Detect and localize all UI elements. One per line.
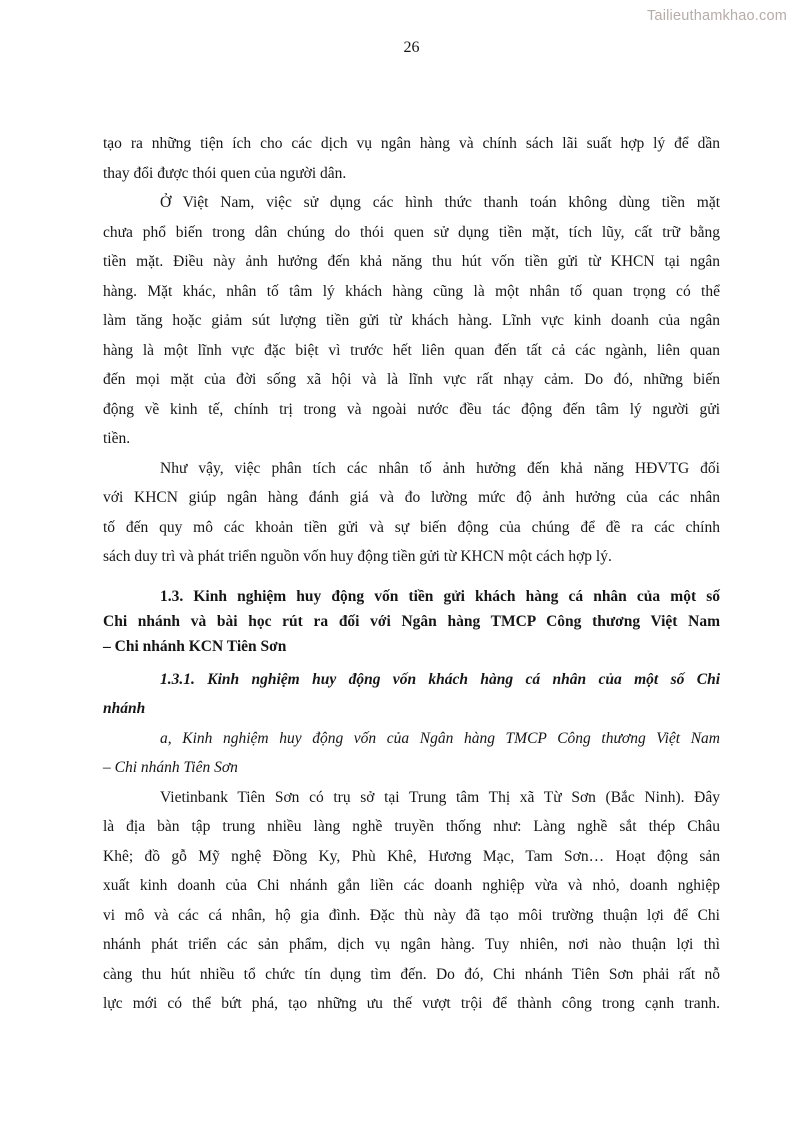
page-number: 26	[403, 39, 420, 56]
text-line: lực mới có thể bứt phá, tạo những ưu thế vượt trội để thành công trong cạnh tranh.	[103, 995, 720, 1012]
text-line: tiền.	[103, 430, 131, 447]
text-line: là địa bàn tập trung nhiều làng nghề truyền thống như: Làng nghề sắt thép Châu	[103, 818, 720, 835]
text-line: vi mô và các cá nhân, hộ gia đình. Đặc thù này đã tạo môi trường thuận lợi để Chi	[103, 906, 720, 924]
text-line: Như vậy, việc phân tích các nhân tố ảnh hưởng đến khả năng HĐVTG đối	[160, 459, 720, 477]
text-line: tiền mặt. Điều này ảnh hưởng đến khả năng thu hút vốn tiền gửi từ KHCN tại ngân	[103, 253, 720, 270]
text-line: Vietinbank Tiên Sơn có trụ sở tại Trung tâm Thị xã Từ Sơn (Bắc Ninh). Đây	[160, 788, 720, 806]
text-line: thay đổi được thói quen của người dân.	[103, 164, 347, 182]
text-line: hàng là một lĩnh vực đặc biệt vì trước hết liên quan đến tất cả các ngành, liên quan	[103, 341, 720, 359]
text-line: chưa phổ biến trong dân chúng do thói quen sử dụng tiền mặt, tích lũy, cất trữ bằng	[103, 223, 720, 241]
text-line: nhánh phát triển các sản phẩm, dịch vụ ngân hàng. Tuy nhiên, nơi nào thuận lợi thì	[103, 936, 720, 953]
heading-line: Chi nhánh và bài học rút ra đối với Ngân hàng TMCP Công thương Việt Nam	[103, 612, 720, 630]
text-line: động về kinh tế, chính trị trong và ngoài nước đều tác động đến tâm lý người gửi	[103, 400, 720, 418]
heading-section-1-3	[103, 584, 720, 659]
paragraph-continuation	[103, 129, 720, 188]
text-line: làm tăng hoặc giảm sút lượng tiền gửi từ khách hàng. Lĩnh vực kinh doanh của ngân	[103, 312, 720, 329]
heading-line: – Chi nhánh KCN Tiên Sơn	[103, 637, 287, 655]
text-line: tạo ra những tiện ích cho các dịch vụ ngân hàng và chính sách lãi suất hợp lý để dần	[103, 135, 720, 152]
paragraph-vietinbank-tien-son	[103, 783, 720, 1019]
heading-line: nhánh	[103, 700, 146, 717]
text-line: Khê; đồ gỗ Mỹ nghệ Đồng Ky, Phù Khê, Hương Mạc, Tam Sơn… Hoạt động sản	[103, 847, 720, 865]
page-content	[103, 129, 720, 1019]
heading-line: 1.3.1. Kinh nghiệm huy động vốn khách hàng cá nhân của một số Chi	[160, 670, 720, 688]
heading-line: 1.3. Kinh nghiệm huy động vốn tiền gửi khách hàng cá nhân của một số	[160, 587, 720, 605]
heading-line: a, Kinh nghiệm huy động vốn của Ngân hàng TMCP Công thương Việt Nam	[160, 729, 720, 747]
text-line: xuất kinh doanh của Chi nhánh gắn liền các doanh nghiệp vừa và nhỏ, doanh nghiệp	[103, 877, 720, 894]
text-line: càng thu hút nhiều tổ chức tín dụng tìm đến. Do đó, Chi nhánh Tiên Sơn phải rất nỗ	[103, 965, 720, 983]
text-line: đến mọi mặt của đời sống xã hội và là lĩnh vực rất nhạy cảm. Do đó, những biến	[103, 371, 720, 388]
text-line: với KHCN giúp ngân hàng đánh giá và đo lường mức độ ảnh hưởng của các nhân	[103, 489, 720, 506]
heading-item-a	[103, 724, 720, 783]
text-line: hàng. Mặt khác, nhân tố tâm lý khách hàng cũng là một nhân tố quan trọng có thể	[103, 282, 720, 300]
text-line: tố đến quy mô các khoản tiền gửi và sự biến động của chúng để đề ra các chính	[103, 518, 720, 536]
heading-subsection-1-3-1	[103, 665, 720, 724]
heading-line: – Chi nhánh Tiên Sơn	[103, 759, 238, 776]
text-line: Ở Việt Nam, việc sử dụng các hình thức thanh toán không dùng tiền mặt	[160, 194, 720, 211]
watermark-text: Tailieuthamkhao.com	[646, 8, 787, 24]
paragraph-vietnam-cash-habits	[103, 188, 720, 454]
paragraph-analysis-conclusion	[103, 454, 720, 572]
text-line: sách duy trì và phát triển nguồn vốn huy động tiền gửi từ KHCN một cách hợp lý.	[103, 548, 612, 565]
